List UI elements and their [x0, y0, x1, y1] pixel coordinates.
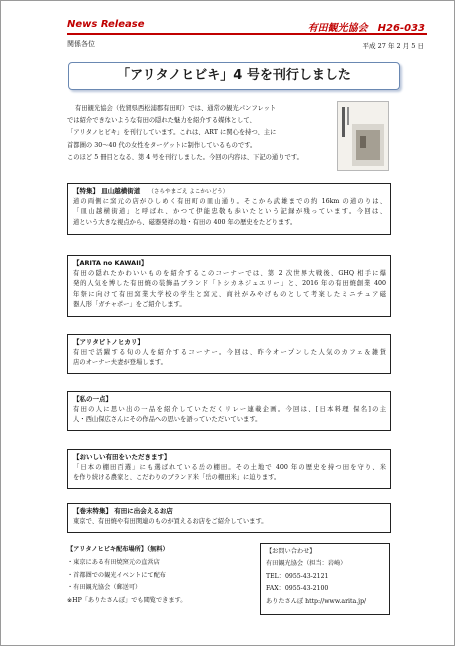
distribution-note: ※HP「ありたさんぽ」でも閲覧できます。	[67, 597, 187, 605]
contact-fax: FAX：0955-43-2100	[266, 585, 329, 593]
section-line: 年祭に向けて有田窯業大学校の学生と窯元、商社がみやげものとして考案したミニチュア磁	[73, 290, 386, 298]
section-heading: 【私の一点】	[73, 395, 112, 403]
section-arita-kawaii	[67, 255, 391, 317]
section-heading: 【アリタビトノヒカリ】	[73, 338, 144, 346]
section-heading: 【ARITA no KAWAII】	[73, 259, 148, 267]
contact-heading: 【お問い合わせ】	[266, 548, 316, 555]
section-kanmatsu	[67, 503, 391, 533]
section-line: 「皿山越横街道」と呼ばれ、かつて伊能忠敬も歩いたという記録が残っています。今回は、	[73, 208, 386, 216]
section-heading: 【巻末特集】 有田に出会えるお店	[73, 507, 173, 515]
section-watashi-no-itten	[67, 391, 391, 431]
contact-phone: TEL：0955-43-2121	[266, 572, 329, 580]
distribution-item: ・東京にある有田焼窯元の直営店	[67, 558, 160, 566]
news-release-header	[67, 17, 427, 35]
contact-website: ありたさんぽ http://www.arita.jp/	[266, 597, 367, 605]
section-feature	[67, 183, 391, 235]
distribution-item: ・首都圏での観光イベントにて配布	[67, 571, 166, 579]
section-oishii-arita	[67, 449, 391, 489]
intro-line: では紹介できないような有田の隠れた魅力を紹介する媒体として、	[67, 117, 256, 125]
intro-line: このほど 5 冊目となる、第 4 号を刊行しました。今回の内容は、下記の通りです。	[67, 153, 303, 161]
section-line: を作り続ける農家と、こだわりのブランド米「岳の棚田米」に迫ります。	[73, 474, 281, 482]
section-line: 有田の隠れたかわいいものを紹介するこのコーナーでは、第 2 次世界大戦後、GHQ 相手に爆	[73, 269, 386, 277]
distribution-heading: 【アリタノヒビキ配布場所】（無料）	[67, 546, 169, 553]
contact-box	[260, 543, 390, 615]
section-heading: 【おいしい有田をいただきます】	[73, 453, 171, 461]
news-release-label: News Release	[67, 19, 145, 30]
page-title: 「アリタノヒビキ」4 号を刊行しました	[68, 62, 400, 90]
distribution-item: ・有田観光協会（郵送可）	[67, 584, 142, 592]
section-line: 器人形「ガチャポー」をご紹介します。	[73, 301, 186, 309]
section-line: 「日本の棚田百選」にも選ばれている岳の棚田。その土地で 400 年の歴史を持つ田を守り、米	[73, 463, 386, 471]
section-line: 道の両側に窯元の店がひしめく有田町の皿山通り。そこから武雄までの約 16km の道のりは、	[73, 197, 386, 205]
recipients: 関係各位	[67, 40, 95, 48]
intro-line: 首都圏の 30～40 代の女性をターゲットに制作しているものです。	[67, 141, 257, 149]
release-date: 平成 27 年 2 月 5 日	[362, 42, 424, 50]
section-line: 人・西山保広さんにその作品への思いを語っていただいています。	[73, 416, 262, 424]
section-reading: （さらやまごえ よこかいどう）	[148, 189, 229, 195]
contact-line: 有田観光協会（担当：岩崎）	[266, 560, 347, 568]
section-line: 東京で、有田焼や有田関連のものが買えるお店をご紹介しています。	[73, 517, 268, 525]
section-line: 有田で活躍する旬の人を紹介するコーナー。今回は、昨今オープンした人気のカフェ＆雑貨	[73, 348, 386, 356]
section-line: 店のオーナー夫妻が登場します。	[73, 359, 167, 367]
section-aritabito	[67, 334, 391, 374]
section-line: 有田の人に思い出の一品を紹介していただくリレー連載企画。今回は、[日本料理 保名]の主	[73, 405, 386, 413]
intro-line: 有田観光協会（佐賀県西松浦郡有田町）では、通常の観光パンフレット	[75, 105, 277, 112]
release-id: 有田観光協会 H26-033	[307, 23, 425, 34]
magazine-cover-image	[337, 101, 389, 171]
section-line: 道という大きな視点から、磁器発祥の地・有田の 400 年の歴史をたどります。	[73, 218, 297, 226]
section-heading: 【特集】 皿山越横街道	[73, 187, 141, 195]
section-line: 発的人気を博した有田焼の装飾品ブランド「トシカネジュエリー」と、2016 年の有田焼創業 400	[73, 280, 386, 288]
distribution-info	[67, 544, 186, 608]
intro-paragraph	[67, 103, 325, 164]
intro-line: 「アリタノヒビキ」を刊行しています。これは、ART に関心を持つ、主に	[67, 129, 277, 137]
